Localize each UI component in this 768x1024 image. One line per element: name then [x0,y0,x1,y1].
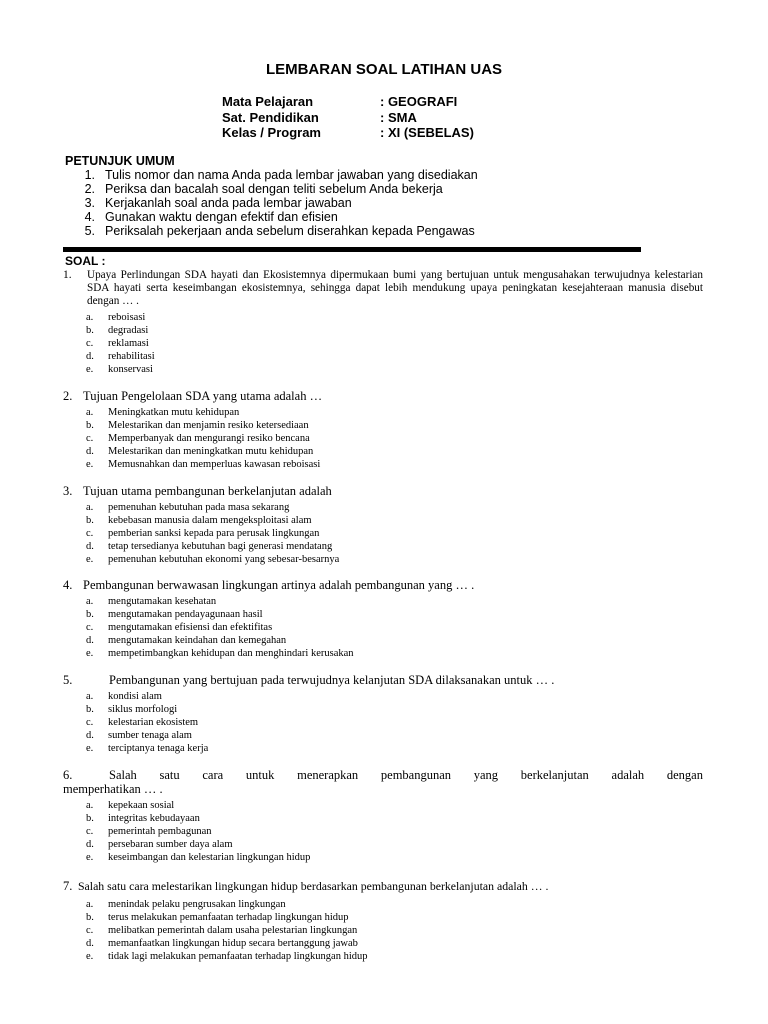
meta-value: : GEOGRAFI [380,94,458,109]
instruction-item [65,169,478,183]
answer-option [63,553,703,566]
question-3 [63,484,703,566]
question-5 [63,673,703,755]
answer-option [63,363,703,376]
option-text: menindak pelaku pengrusakan lingkungan [108,899,286,910]
answer-option [63,729,703,742]
question-row [63,484,703,498]
option-text: kondisi alam [108,691,162,702]
question-text: Salah satu cara melestarikan lingkungan hidup berdasarkan pembangunan berkelanjutan adalah … . [78,879,549,893]
option-text: melibatkan pemerintah dalam usaha pelestarian lingkungan [108,925,358,936]
option-text: reboisasi [108,312,146,323]
meta-label: Sat. Pendidikan [222,109,319,125]
answer-option [63,924,703,937]
option-text: memanfaatkan lingkungan hidup secara bertanggung jawab [108,938,358,949]
option-text: mengutamakan keindahan dan kemegahan [108,635,287,646]
option-letter: b. [86,609,94,620]
answer-option [63,406,703,419]
answer-options [63,799,703,864]
option-letter: c. [86,622,94,633]
question-row [63,389,703,403]
answer-options [63,595,703,660]
option-text: konservasi [108,364,153,375]
instruction-text: Periksalah pekerjaan anda sebelum diserahkan kepada Pengawas [105,223,475,238]
question-word: satu [159,768,180,782]
question-row [63,673,703,687]
meta-label: Mata Pelajaran [222,94,314,109]
option-letter: e. [86,951,94,962]
question-word: menerapkan [297,768,359,782]
question-word: dengan [666,768,703,782]
option-letter: e. [86,743,94,754]
option-letter: a. [86,596,94,607]
answer-option [63,337,703,350]
option-letter: d. [86,938,94,949]
option-letter: d. [86,446,94,457]
answer-option [63,419,703,432]
option-text: tetap tersedianya kebutuhan bagi generasi mendatang [108,541,333,552]
instruction-text: Gunakan waktu dengan efektif dan efisien [105,209,338,224]
question-number: 1. [63,269,72,281]
answer-option [63,851,703,864]
option-letter: d. [86,730,94,741]
option-letter: e. [86,852,94,863]
meta-row-class [222,125,474,141]
option-letter: a. [86,312,94,323]
answer-option [63,514,703,527]
answer-option [63,324,703,337]
option-text: sumber tenaga alam [108,730,192,741]
answer-option [63,311,703,324]
instruction-text: Kerjakanlah soal anda pada lembar jawaban [105,195,352,210]
answer-options [63,406,703,471]
option-text: reklamasi [108,338,149,349]
option-text: tidak lagi melakukan pemanfaatan terhadap lingkungan hidup [108,951,368,962]
option-text: pemenuhan kebutuhan ekonomi yang sebesar-besarnya [108,554,340,565]
question-row [63,768,703,782]
answer-option [63,937,703,950]
question-4 [63,578,703,660]
option-letter: c. [86,433,94,444]
instruction-item [65,225,478,239]
question-word: untuk [245,768,275,782]
option-text: mempetimbangkan kehidupan dan menghindari kerusakan [108,648,354,659]
option-text: persebaran sumber daya alam [108,839,233,850]
option-letter: c. [86,717,94,728]
option-letter: b. [86,420,94,431]
option-text: siklus morfologi [108,704,178,715]
answer-option [63,742,703,755]
question-1 [63,269,703,376]
answer-option [63,501,703,514]
exam-meta [222,94,474,141]
option-text: kelestarian ekosistem [108,717,199,728]
answer-option [63,950,703,963]
instruction-text: Periksa dan bacalah soal dengan teliti sebelum Anda bekerja [105,181,443,196]
option-letter: d. [86,635,94,646]
instruction-text: Tulis nomor dan nama Anda pada lembar jawaban yang disediakan [105,168,478,182]
question-number: 5. [63,673,73,687]
question-word: adalah [611,768,645,782]
option-text: keseimbangan dan kelestarian lingkungan hidup [108,852,311,863]
page-title: LEMBARAN SOAL LATIHAN UAS [265,61,503,78]
questions-heading: SOAL : [65,254,106,268]
answer-option [63,898,703,911]
instruction-number: 3. [84,195,95,210]
question-text: Tujuan utama pembangunan berkelanjutan adalah [83,484,332,498]
question-row [63,269,703,308]
answer-option [63,445,703,458]
question-word: yang [473,768,499,782]
answer-options [63,690,703,755]
instruction-item [65,183,478,197]
option-letter: a. [86,899,94,910]
general-instructions [65,154,478,238]
question-text-line [109,768,703,782]
question-2 [63,389,703,471]
option-letter: b. [86,515,94,526]
option-letter: a. [86,800,94,811]
answer-options [63,501,703,566]
option-letter: a. [86,691,94,702]
answer-option [63,595,703,608]
question-number: 6. [63,768,73,782]
question-text-line: memperhatikan … . [63,782,163,796]
answer-option [63,690,703,703]
option-text: kepekaan sosial [108,800,175,811]
question-text: Upaya Perlindungan SDA hayati dan Ekosistemnya dipermukaan bumi yang bertujuan untuk mengusahakan terwujudnya kelestarian SDA hayati serta keseimbangan ekosistemnya, sehingga dapat lebih mendukung upaya peningkatan kesejahteraan manusia disebut dengan … . [87,269,703,307]
answer-option [63,350,703,363]
question-number: 2. [63,389,73,403]
option-letter: b. [86,704,94,715]
instruction-number: 5. [84,223,95,238]
option-letter: e. [86,364,94,375]
option-letter: e. [86,648,94,659]
answer-options [63,898,703,963]
answer-option [63,634,703,647]
answer-option [63,911,703,924]
answer-option [63,838,703,851]
answer-option [63,812,703,825]
question-word: cara [202,768,224,782]
option-text: Melestarikan dan menjamin resiko ketersediaan [108,420,309,431]
option-text: Memperbanyak dan mengurangi resiko bencana [108,433,310,444]
option-text: mengutamakan efisiensi dan efektifitas [108,622,273,633]
option-letter: e. [86,554,94,565]
instruction-item [65,211,478,225]
option-text: mengutamakan kesehatan [108,596,217,607]
meta-value: : XI (SEBELAS) [380,125,474,140]
instruction-number: 4. [84,209,95,224]
answer-option [63,647,703,660]
option-text: terus melakukan pemanfaatan terhadap lingkungan hidup [108,912,349,923]
question-word: Salah [109,768,137,782]
option-text: Meningkatkan mutu kehidupan [108,407,240,418]
meta-label: Kelas / Program [222,125,321,140]
answer-option [63,799,703,812]
answer-option [63,458,703,471]
option-letter: b. [86,912,94,923]
answer-option [63,608,703,621]
option-letter: b. [86,325,94,336]
option-letter: c. [86,338,94,349]
question-row [63,578,703,592]
instructions-title: PETUNJUK UMUM [65,154,175,168]
option-letter: d. [86,351,94,362]
option-text: degradasi [108,325,149,336]
section-divider [63,247,641,252]
question-text: Tujuan Pengelolaan SDA yang utama adalah … [83,389,323,403]
instruction-item [65,197,478,211]
option-text: Melestarikan dan meningkatkan mutu kehidupan [108,446,314,457]
answer-option [63,432,703,445]
question-word: pembangunan [380,768,452,782]
option-letter: c. [86,925,94,936]
question-number: 4. [63,578,73,592]
question-number: 7. [63,879,73,893]
question-6 [63,768,703,864]
option-letter: c. [86,826,94,837]
option-letter: b. [86,813,94,824]
answer-option [63,716,703,729]
meta-row-subject [222,94,474,110]
answer-option [63,540,703,553]
option-text: kebebasan manusia dalam mengeksploitasi alam [108,515,312,526]
option-text: Memusnahkan dan memperluas kawasan reboisasi [108,459,321,470]
option-letter: c. [86,528,94,539]
answer-option [63,825,703,838]
meta-row-school [222,110,474,126]
instruction-number: 1. [84,168,95,182]
option-letter: d. [86,839,94,850]
option-text: pemerintah pembagunan [108,826,212,837]
option-text: rehabilitasi [108,351,155,362]
question-7 [63,877,703,963]
instruction-number: 2. [84,181,95,196]
option-letter: a. [86,407,94,418]
answer-option [63,621,703,634]
option-text: integritas kebudayaan [108,813,200,824]
meta-value: : SMA [380,109,417,125]
question-text: Pembangunan berwawasan lingkungan artinya adalah pembangunan yang … . [83,578,475,592]
answer-option [63,703,703,716]
option-letter: d. [86,541,94,552]
option-text: pemberian sanksi kepada para perusak lingkungan [108,528,320,539]
option-text: pemenuhan kebutuhan pada masa sekarang [108,502,290,513]
question-word: berkelanjutan [520,768,589,782]
question-number: 3. [63,484,73,498]
answer-option [63,527,703,540]
question-text: Pembangunan yang bertujuan pada terwujudnya kelanjutan SDA dilaksanakan untuk … . [109,673,555,687]
answer-options [63,311,703,376]
question-row [63,877,703,895]
option-text: mengutamakan pendayagunaan hasil [108,609,263,620]
option-text: terciptanya tenaga kerja [108,743,209,754]
option-letter: e. [86,459,94,470]
option-letter: a. [86,502,94,513]
